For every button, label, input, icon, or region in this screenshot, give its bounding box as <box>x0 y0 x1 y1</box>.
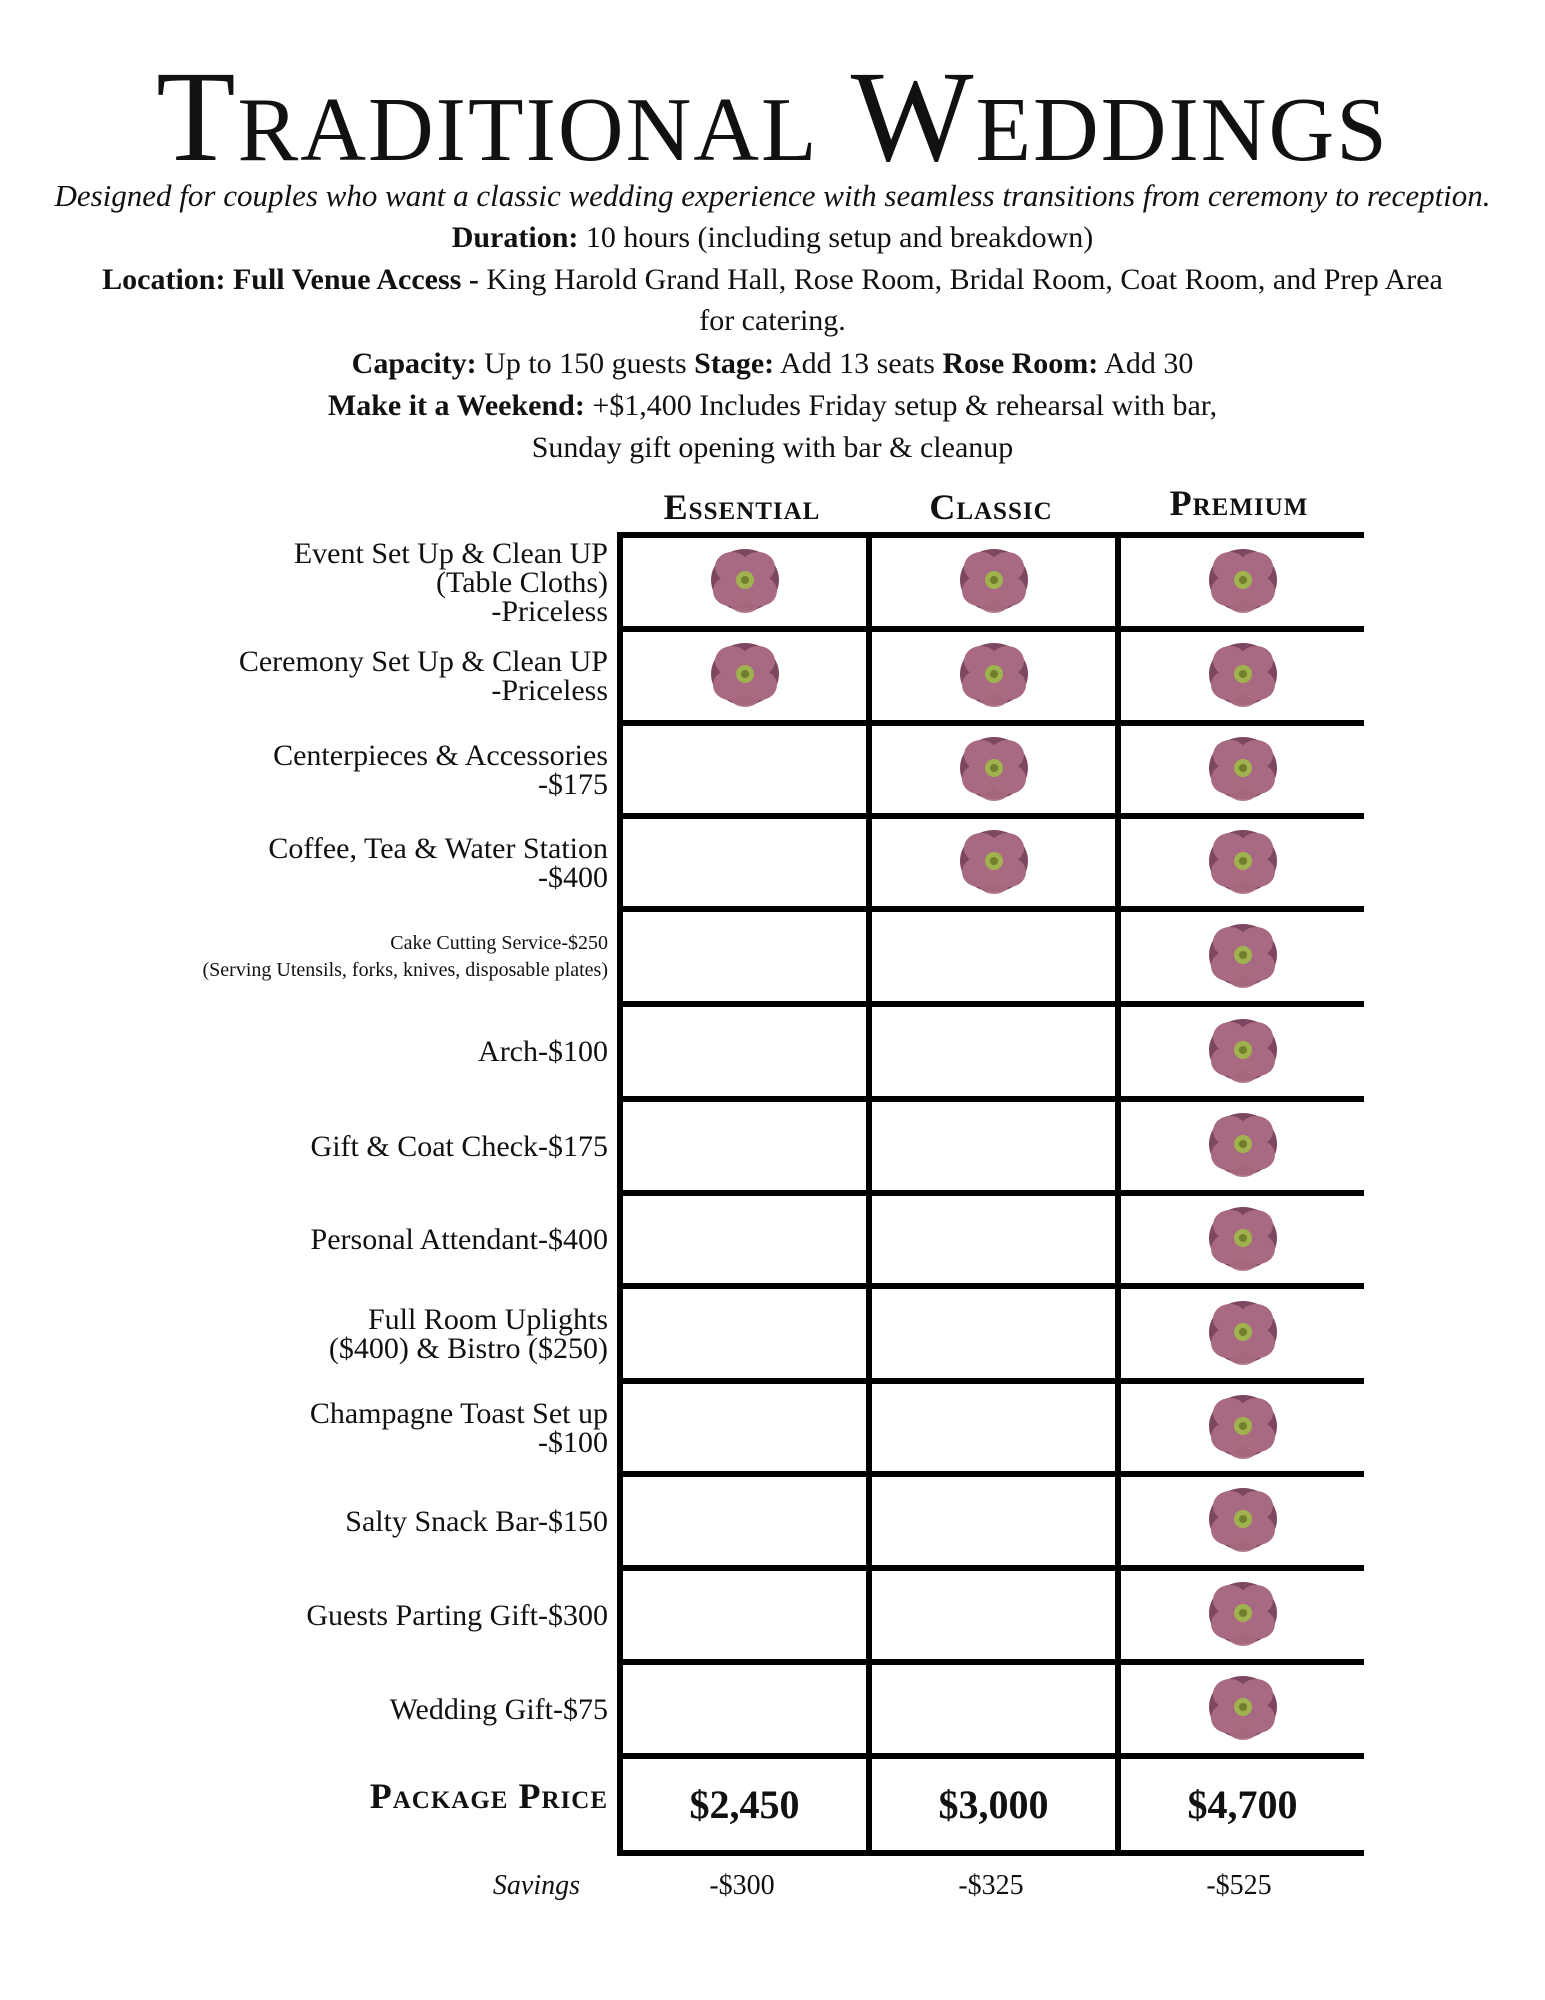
weekend-line-2 <box>20 427 1525 469</box>
table-cell <box>872 1665 1115 1753</box>
weekend-value-2: Sunday gift opening with bar & cleanup <box>531 431 1014 464</box>
table-cell <box>872 819 1115 906</box>
table-cell <box>1121 726 1364 813</box>
row-label <box>60 1598 608 1632</box>
row-label <box>60 536 608 628</box>
page-title: Traditional Weddings <box>156 45 1389 189</box>
pink-flower-icon <box>1206 1484 1280 1558</box>
table-cell <box>1121 1289 1364 1378</box>
weekend-label: Make it a Weekend: <box>327 389 585 422</box>
table-cell <box>1121 1007 1364 1096</box>
row-label <box>60 1692 608 1726</box>
table-cell <box>872 1196 1115 1283</box>
capacity-line <box>20 343 1525 385</box>
table-cell <box>872 632 1115 720</box>
table-cell <box>623 819 866 906</box>
capacity-value: Up to 150 guests <box>484 347 687 380</box>
row-label-line: Salty Snack Bar-$150 <box>345 1504 608 1538</box>
location-line <box>20 259 1525 301</box>
row-label <box>60 738 608 801</box>
rose-room-label: Rose Room: <box>942 347 1099 380</box>
row-label-line: Coffee, Tea & Water Station <box>268 831 608 865</box>
table-cell <box>1121 1196 1364 1283</box>
row-label-line: -$400 <box>538 860 608 894</box>
table-cell <box>623 1007 866 1096</box>
table-cell <box>623 726 866 813</box>
weekend-value: +$1,400 Includes Friday setup & rehearsal with bar, <box>592 389 1218 422</box>
table-cell <box>872 538 1115 626</box>
row-label-line: Wedding Gift-$75 <box>389 1692 608 1726</box>
savings-label: Savings <box>492 1870 580 1901</box>
row-label-line: Full Room Uplights <box>367 1302 608 1336</box>
price-cell-classic <box>872 1759 1115 1850</box>
package-price-premium: $4,700 <box>1187 1782 1298 1827</box>
table-cell <box>623 1571 866 1659</box>
package-price-classic: $3,000 <box>938 1782 1049 1827</box>
savings-premium: -$525 <box>1206 1870 1272 1901</box>
row-label <box>60 647 608 705</box>
row-label-line: Cake Cutting Service-$250 <box>390 931 608 954</box>
duration-value: 10 hours (including setup and breakdown) <box>585 221 1094 254</box>
row-label-line: Centerpieces & Accessories <box>273 738 608 772</box>
table-cell <box>1121 819 1364 906</box>
pink-flower-icon <box>1206 1203 1280 1277</box>
price-cell-essential <box>623 1759 866 1850</box>
table-cell <box>1121 1571 1364 1659</box>
row-label-line: Ceremony Set Up & Clean UP <box>238 645 608 678</box>
duration-label: Duration: <box>451 221 579 254</box>
row-label-line: Event Set Up & Clean UP <box>293 536 608 570</box>
table-cell <box>623 1289 866 1378</box>
row-label-line: Gift & Coat Check-$175 <box>310 1129 608 1163</box>
table-cell <box>623 1102 866 1190</box>
tagline: Designed for couples who want a classic wedding experience with seamless transitions from ceremony to reception. <box>54 178 1491 213</box>
row-label-line: Arch-$100 <box>478 1035 608 1068</box>
table-cell <box>872 726 1115 813</box>
savings-classic: -$325 <box>958 1870 1024 1901</box>
row-label-line: -Priceless <box>491 594 608 628</box>
pink-flower-icon <box>1206 1672 1280 1746</box>
table-cell <box>623 632 866 720</box>
table-cell <box>623 912 866 1001</box>
savings-essential: -$300 <box>709 1870 775 1901</box>
package-price-essential: $2,450 <box>689 1782 800 1827</box>
table-cell <box>872 1384 1115 1471</box>
pink-flower-icon <box>1206 1297 1280 1371</box>
table-cell <box>872 1289 1115 1378</box>
pink-flower-icon <box>1206 639 1280 713</box>
table-cell <box>623 1196 866 1283</box>
pink-flower-icon <box>1206 920 1280 994</box>
table-cell <box>1121 912 1364 1001</box>
pink-flower-icon <box>1206 1109 1280 1183</box>
row-label-line: (Table Cloths) <box>435 565 608 599</box>
pink-flower-icon <box>957 639 1031 713</box>
table-cell <box>623 538 866 626</box>
row-label <box>60 1037 608 1066</box>
row-label-line: Personal Attendant-$400 <box>310 1223 608 1256</box>
column-header-classic: Classic <box>929 487 1053 527</box>
pink-flower-icon <box>1206 545 1280 619</box>
column-header-premium: Premium <box>1169 483 1309 523</box>
row-label-line: (Serving Utensils, forks, knives, disposable plates) <box>202 958 608 981</box>
pink-flower-icon <box>1206 733 1280 807</box>
table-cell <box>1121 538 1364 626</box>
pink-flower-icon <box>957 733 1031 807</box>
pink-flower-icon <box>708 639 782 713</box>
rose-room-value: Add 30 <box>1104 347 1194 380</box>
package-price-label: Package Price <box>369 1776 608 1816</box>
location-value-2: for catering. <box>699 304 846 337</box>
price-cell-premium <box>1121 1759 1364 1850</box>
pink-flower-icon <box>957 545 1031 619</box>
pink-flower-icon <box>957 826 1031 900</box>
pink-flower-icon <box>1206 1578 1280 1652</box>
row-label-line: -Priceless <box>491 674 608 707</box>
row-label <box>60 1302 608 1365</box>
table-cell <box>872 1007 1115 1096</box>
stage-label: Stage: <box>694 347 775 380</box>
table-cell <box>1121 1384 1364 1471</box>
row-label <box>60 1396 608 1459</box>
row-label-line: Champagne Toast Set up <box>309 1396 608 1430</box>
table-cell <box>623 1665 866 1753</box>
table-cell <box>872 1102 1115 1190</box>
stage-value: Add 13 seats <box>780 347 935 380</box>
table-cell <box>1121 1665 1364 1753</box>
duration-line <box>20 217 1525 259</box>
column-header-essential: Essential <box>663 487 821 527</box>
location-label: Location: Full Venue Access - <box>102 263 479 296</box>
table-cell <box>1121 1477 1364 1565</box>
location-value: King Harold Grand Hall, Rose Room, Bridal Room, Coat Room, and Prep Area <box>486 263 1443 296</box>
row-label-line: ($400) & Bistro ($250) <box>328 1331 608 1365</box>
table-cell <box>623 1477 866 1565</box>
table-cell <box>1121 632 1364 720</box>
pink-flower-icon <box>1206 1391 1280 1465</box>
table-cell <box>1121 1102 1364 1190</box>
row-label <box>60 1504 608 1538</box>
table-cell <box>872 1571 1115 1659</box>
weekend-line <box>20 385 1525 427</box>
row-label-line: -$175 <box>538 767 608 801</box>
pink-flower-icon <box>1206 1015 1280 1089</box>
row-label <box>60 1225 608 1254</box>
row-label <box>60 831 608 894</box>
row-label-line: Guests Parting Gift-$300 <box>306 1598 608 1632</box>
table-cell <box>623 1384 866 1471</box>
row-label <box>60 1129 608 1163</box>
row-label-line: -$100 <box>538 1425 608 1459</box>
table-cell <box>872 1477 1115 1565</box>
package-comparison-table <box>617 532 1364 1856</box>
table-cell <box>872 912 1115 1001</box>
pink-flower-icon <box>1206 826 1280 900</box>
pink-flower-icon <box>708 545 782 619</box>
capacity-label: Capacity: <box>351 347 477 380</box>
location-line-2 <box>20 300 1525 342</box>
row-label <box>60 930 608 984</box>
